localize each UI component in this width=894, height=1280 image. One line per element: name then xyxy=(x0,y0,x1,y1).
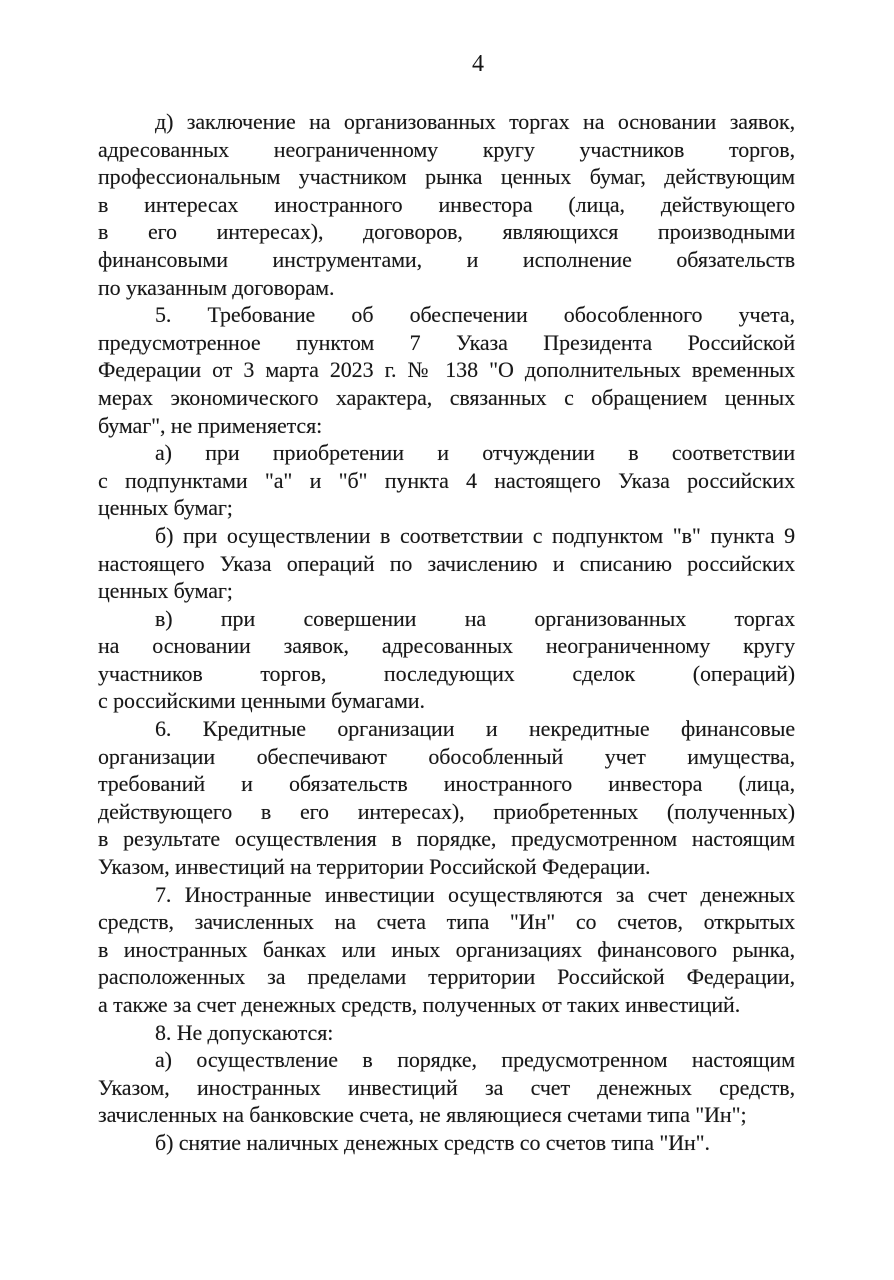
text-line: в результате осуществления в порядке, предусмотренном настоящим xyxy=(98,826,795,852)
text-line: с российскими ценными бумагами. xyxy=(98,688,425,714)
text-line: настоящего Указа операций по зачислению и списанию российских xyxy=(98,550,795,576)
text-line: в иностранных банках или иных организациях финансового рынка, xyxy=(98,936,795,962)
document-body xyxy=(98,108,795,1157)
page-number: 4 xyxy=(472,51,484,77)
text-line: в) при совершении на организованных торгах xyxy=(155,605,795,631)
text-line: по указанным договорам. xyxy=(98,274,335,300)
text-line: мерах экономического характера, связанных с обращением ценных xyxy=(98,384,795,410)
text-line: Указом, инвестиций на территории Российской Федерации. xyxy=(98,854,651,880)
text-line: организации обеспечивают обособленный учет имущества, xyxy=(98,743,795,769)
text-line: профессиональным участником рынка ценных бумаг, действующим xyxy=(98,164,795,190)
text-line: а) осуществление в порядке, предусмотренном настоящим xyxy=(155,1047,795,1073)
text-line: Федерации от 3 марта 2023 г. № 138 "О дополнительных временных xyxy=(98,357,795,383)
text-line: ценных бумаг; xyxy=(98,495,233,521)
text-line: зачисленных на банковские счета, не являющиеся счетами типа "Ин"; xyxy=(98,1102,747,1128)
text-line: Указом, иностранных инвестиций за счет денежных средств, xyxy=(98,1074,795,1100)
paragraph xyxy=(98,108,795,301)
text-line: 5. Требование об обеспечении обособленного учета, xyxy=(155,302,795,328)
paragraph xyxy=(98,1019,795,1047)
text-line: в интересах иностранного инвестора (лица, действующего xyxy=(98,191,795,217)
text-line: адресованных неограниченному кругу участников торгов, xyxy=(98,136,795,162)
text-line: с подпунктами "а" и "б" пункта 4 настоящего Указа российских xyxy=(98,467,795,493)
paragraph xyxy=(98,605,795,715)
paragraph xyxy=(98,522,795,605)
text-line: 8. Не допускаются: xyxy=(155,1019,334,1045)
paragraph xyxy=(98,881,795,1019)
text-line: а) при приобретении и отчуждении в соответствии xyxy=(155,440,795,466)
text-line: в его интересах), договоров, являющихся производными xyxy=(98,219,795,245)
paragraph xyxy=(98,715,795,881)
text-line: требований и обязательств иностранного инвестора (лица, xyxy=(98,771,795,797)
text-line: средств, зачисленных на счета типа "Ин" со счетов, открытых xyxy=(98,909,795,935)
paragraph xyxy=(98,1129,795,1157)
text-line: д) заключение на организованных торгах на основании заявок, xyxy=(155,109,795,134)
text-line: предусмотренное пунктом 7 Указа Президента Российской xyxy=(98,329,795,355)
text-line: 7. Иностранные инвестиции осуществляются за счет денежных xyxy=(155,881,795,907)
text-line: б) снятие наличных денежных средств со счетов типа "Ин". xyxy=(155,1129,710,1155)
text-line: действующего в его интересах), приобретенных (полученных) xyxy=(98,798,795,824)
text-line: 6. Кредитные организации и некредитные финансовые xyxy=(155,716,795,742)
text-line: б) при осуществлении в соответствии с подпунктом "в" пункта 9 xyxy=(155,522,795,548)
paragraph xyxy=(98,439,795,522)
paragraph xyxy=(98,1046,795,1129)
text-line: финансовыми инструментами, и исполнение обязательств xyxy=(98,246,795,272)
paragraph xyxy=(98,301,795,439)
text-line: на основании заявок, адресованных неограниченному кругу xyxy=(98,633,795,659)
text-line: ценных бумаг; xyxy=(98,578,233,604)
text-line: расположенных за пределами территории Российской Федерации, xyxy=(98,964,795,990)
text-line: бумаг", не применяется: xyxy=(98,412,323,438)
text-line: участников торгов, последующих сделок (операций) xyxy=(98,660,795,686)
text-line: а также за счет денежных средств, полученных от таких инвестиций. xyxy=(98,992,741,1017)
